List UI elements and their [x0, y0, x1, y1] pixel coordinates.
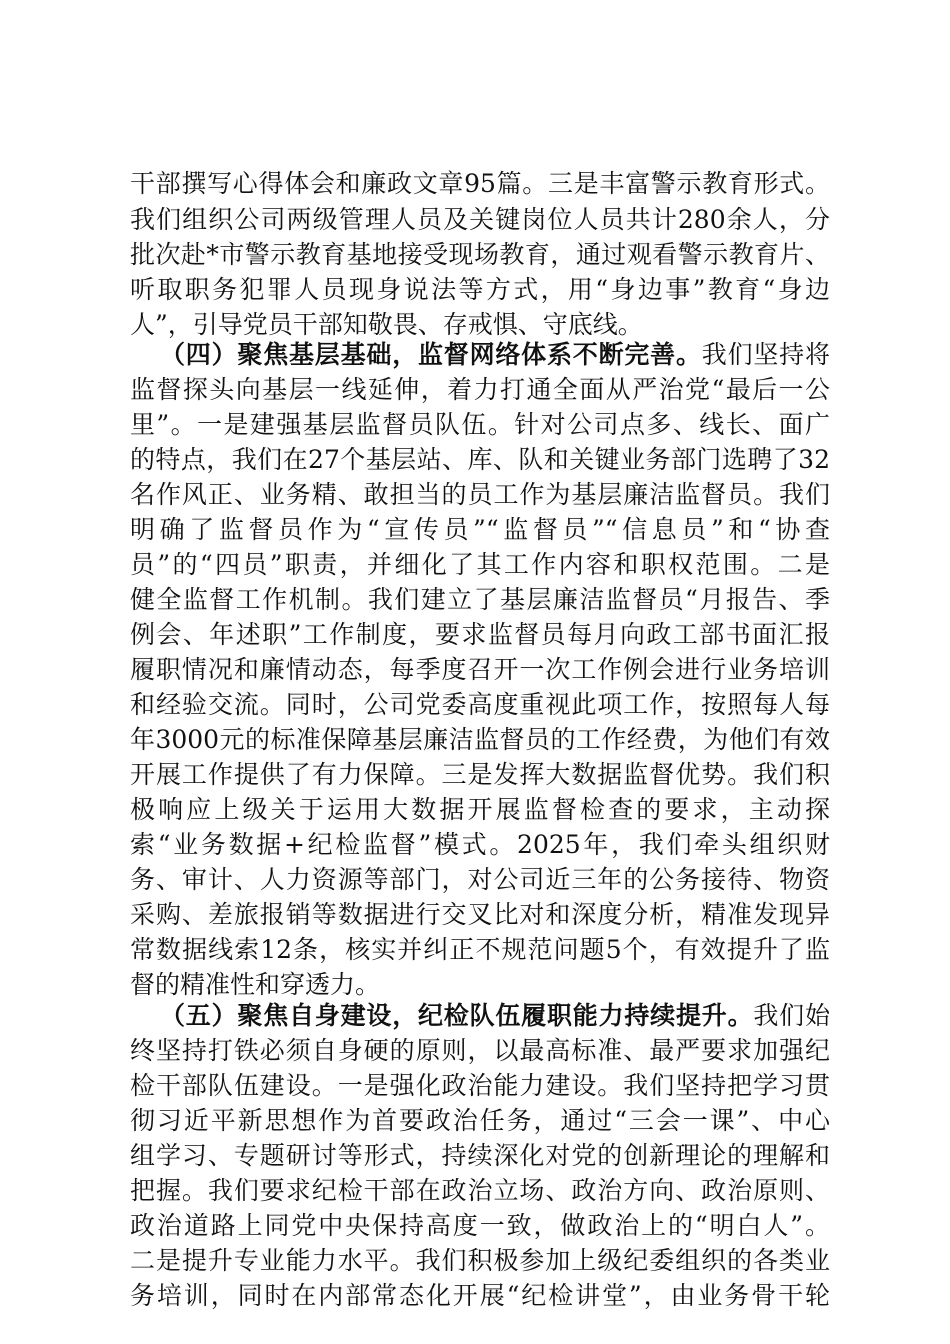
paragraph-line: 履职情况和廉情动态，每季度召开一次工作例会进行业务培训 — [130, 655, 830, 684]
paragraph-text: 我们始 — [753, 1001, 830, 1030]
paragraph-line: 务培训，同时在内部常态化开展“纪检讲堂”，由业务骨干轮 — [130, 1281, 830, 1310]
paragraph-line: 员”的“四员”职责，并细化了其工作内容和职权范围。二是 — [130, 550, 830, 579]
paragraph-line: 采购、差旅报销等数据进行交叉比对和深度分析，精准发现异 — [130, 900, 830, 929]
paragraph-line: 名作风正、业务精、敢担当的员工作为基层廉洁监督员。我们 — [130, 480, 830, 509]
paragraph-line: 彻习近平新思想作为首要政治任务，通过“三会一课”、中心 — [130, 1106, 830, 1135]
paragraph-line: 政治道路上同党中央保持高度一致，做政治上的“明白人”。 — [130, 1211, 830, 1240]
paragraph-line: 开展工作提供了有力保障。三是发挥大数据监督优势。我们积 — [130, 760, 830, 789]
paragraph-line: 二是提升专业能力水平。我们积极参加上级纪委组织的各类业 — [130, 1246, 830, 1275]
paragraph-line: 督的精准性和穿透力。 — [130, 970, 381, 999]
paragraph-line: 监督探头向基层一线延伸，着力打通全面从严治党“最后一公 — [130, 375, 830, 404]
section-heading-5: （五）聚焦自身建设，纪检队伍履职能力持续提升。 — [160, 1001, 754, 1030]
paragraph-line: 检干部队伍建设。一是强化政治能力建设。我们坚持把学习贯 — [130, 1071, 830, 1100]
paragraph-line: 批次赴*市警示教育基地接受现场教育，通过观看警示教育片、 — [130, 240, 830, 269]
paragraph-line: 和经验交流。同时，公司党委高度重视此项工作，按照每人每 — [130, 690, 830, 719]
paragraph-first-line — [160, 337, 830, 373]
paragraph-line: 健全监督工作机制。我们建立了基层廉洁监督员“月报告、季 — [130, 585, 830, 614]
paragraph-line: 我们组织公司两级管理人员及关键岗位人员共计280余人，分 — [130, 205, 830, 234]
paragraph-line: 明确了监督员作为“宣传员”“监督员”“信息员”和“协查 — [130, 515, 830, 544]
paragraph-line: 常数据线索12条，核实并纠正不规范问题5个，有效提升了监 — [130, 935, 830, 964]
paragraph-line: 人”，引导党员干部知敬畏、存戒惧、守底线。 — [130, 310, 643, 339]
section-heading-4: （四）聚焦基层基础，监督网络体系不断完善。 — [160, 340, 702, 369]
paragraph-line: 组学习、专题研讨等形式，持续深化对党的创新理论的理解和 — [130, 1141, 830, 1170]
paragraph-text: 我们坚持将 — [701, 340, 830, 369]
paragraph-line: 把握。我们要求纪检干部在政治立场、政治方向、政治原则、 — [130, 1176, 830, 1205]
paragraph-line: 务、审计、人力资源等部门，对公司近三年的公务接待、物资 — [130, 865, 830, 894]
paragraph-line: 例会、年述职”工作制度，要求监督员每月向政工部书面汇报 — [130, 620, 830, 649]
paragraph-line: 里”。一是建强基层监督员队伍。针对公司点多、线长、面广 — [130, 410, 830, 439]
paragraph-line: 年3000元的标准保障基层廉洁监督员的工作经费，为他们有效 — [130, 725, 830, 754]
paragraph-line: 的特点，我们在27个基层站、库、队和关键业务部门选聘了32 — [130, 445, 830, 474]
paragraph-first-line — [160, 998, 830, 1034]
paragraph-line: 终坚持打铁必须自身硬的原则，以最高标准、最严要求加强纪 — [130, 1036, 830, 1065]
paragraph-line: 索“业务数据+纪检监督”模式。2025年，我们牵头组织财 — [130, 830, 830, 859]
paragraph-line: 极响应上级关于运用大数据开展监督检查的要求，主动探 — [130, 795, 830, 824]
paragraph-line: 听取职务犯罪人员现身说法等方式，用“身边事”教育“身边 — [130, 275, 830, 304]
paragraph-line: 干部撰写心得体会和廉政文章95篇。三是丰富警示教育形式。 — [130, 169, 830, 198]
